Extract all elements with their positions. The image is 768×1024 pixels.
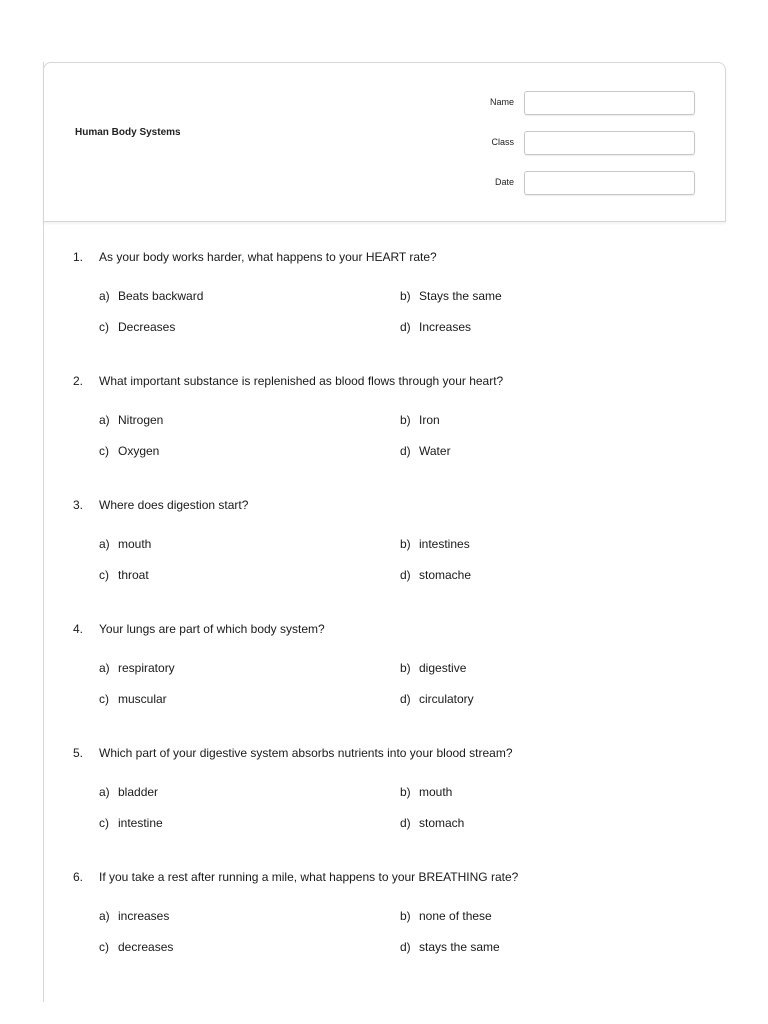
option-a[interactable] <box>99 909 169 923</box>
option-letter: d) <box>400 444 411 458</box>
question-number: 3. <box>73 498 84 512</box>
option-c[interactable] <box>99 692 167 706</box>
option-letter: d) <box>400 940 411 954</box>
class-input[interactable] <box>524 131 695 155</box>
option-d[interactable] <box>400 692 474 706</box>
option-a[interactable] <box>99 785 158 799</box>
question-text: Where does digestion start? <box>99 498 249 512</box>
option-a[interactable] <box>99 413 163 427</box>
option-b[interactable] <box>400 785 452 799</box>
option-d[interactable] <box>400 940 500 954</box>
option-text: Nitrogen <box>118 413 164 427</box>
option-text: bladder <box>118 785 159 799</box>
option-text: Stays the same <box>419 289 502 303</box>
question-number: 5. <box>73 746 84 760</box>
option-c[interactable] <box>99 816 163 830</box>
option-letter: b) <box>400 289 411 303</box>
option-text: stomach <box>419 816 465 830</box>
option-text: stomache <box>419 568 472 582</box>
option-letter: b) <box>400 537 411 551</box>
option-text: mouth <box>419 785 453 799</box>
option-b[interactable] <box>400 909 492 923</box>
option-d[interactable] <box>400 816 464 830</box>
option-letter: b) <box>400 785 411 799</box>
option-letter: d) <box>400 816 411 830</box>
option-letter: a) <box>99 413 110 427</box>
date-field-row <box>444 171 696 195</box>
option-text: Iron <box>419 413 440 427</box>
option-letter: b) <box>400 909 411 923</box>
option-c[interactable] <box>99 940 173 954</box>
option-letter: b) <box>400 413 411 427</box>
option-c[interactable] <box>99 444 159 458</box>
option-letter: c) <box>99 940 109 954</box>
option-letter: d) <box>400 692 411 706</box>
class-field-row <box>444 131 696 155</box>
question-number: 2. <box>73 374 84 388</box>
name-label: Name <box>489 97 514 107</box>
option-letter: a) <box>99 661 110 675</box>
worksheet-header <box>43 62 726 222</box>
option-text: none of these <box>419 909 492 923</box>
option-letter: c) <box>99 444 109 458</box>
option-letter: c) <box>99 692 109 706</box>
option-d[interactable] <box>400 444 451 458</box>
option-b[interactable] <box>400 413 440 427</box>
option-b[interactable] <box>400 289 502 303</box>
question-text: Your lungs are part of which body system? <box>99 622 325 636</box>
option-text: mouth <box>118 537 152 551</box>
option-text: Beats backward <box>118 289 204 303</box>
option-b[interactable] <box>400 661 466 675</box>
option-text: respiratory <box>118 661 175 675</box>
question-text: If you take a rest after running a mile, what happens to your BREATHING rate? <box>99 870 519 884</box>
option-c[interactable] <box>99 568 149 582</box>
name-input[interactable] <box>524 91 695 115</box>
option-letter: b) <box>400 661 411 675</box>
date-input[interactable] <box>524 171 695 195</box>
option-text: intestine <box>118 816 163 830</box>
option-letter: d) <box>400 320 411 334</box>
class-label: Class <box>491 137 514 147</box>
option-text: stays the same <box>419 940 500 954</box>
option-letter: a) <box>99 289 110 303</box>
option-d[interactable] <box>400 320 471 334</box>
option-text: decreases <box>118 940 174 954</box>
option-letter: a) <box>99 909 110 923</box>
question-text: What important substance is replenished as blood flows through your heart? <box>99 374 504 388</box>
question-text: As your body works harder, what happens to your HEART rate? <box>99 250 437 264</box>
option-text: throat <box>118 568 149 582</box>
option-text: Water <box>419 444 451 458</box>
question-text: Which part of your digestive system absorbs nutrients into your blood stream? <box>99 746 513 760</box>
option-letter: c) <box>99 568 109 582</box>
worksheet-title: Human Body Systems <box>75 127 181 138</box>
option-text: intestines <box>419 537 470 551</box>
option-letter: d) <box>400 568 411 582</box>
option-letter: a) <box>99 785 110 799</box>
option-a[interactable] <box>99 289 203 303</box>
date-label: Date <box>494 177 514 187</box>
option-text: digestive <box>419 661 467 675</box>
question-number: 1. <box>73 250 84 264</box>
option-letter: c) <box>99 816 109 830</box>
name-field-row <box>444 91 696 115</box>
option-text: increases <box>118 909 170 923</box>
option-d[interactable] <box>400 568 471 582</box>
option-text: circulatory <box>419 692 474 706</box>
option-text: Decreases <box>118 320 176 334</box>
option-c[interactable] <box>99 320 175 334</box>
option-a[interactable] <box>99 661 175 675</box>
question-number: 6. <box>73 870 84 884</box>
option-text: muscular <box>118 692 167 706</box>
question-number: 4. <box>73 622 84 636</box>
option-b[interactable] <box>400 537 470 551</box>
option-text: Oxygen <box>118 444 160 458</box>
option-text: Increases <box>419 320 472 334</box>
option-letter: c) <box>99 320 109 334</box>
option-letter: a) <box>99 537 110 551</box>
option-a[interactable] <box>99 537 151 551</box>
